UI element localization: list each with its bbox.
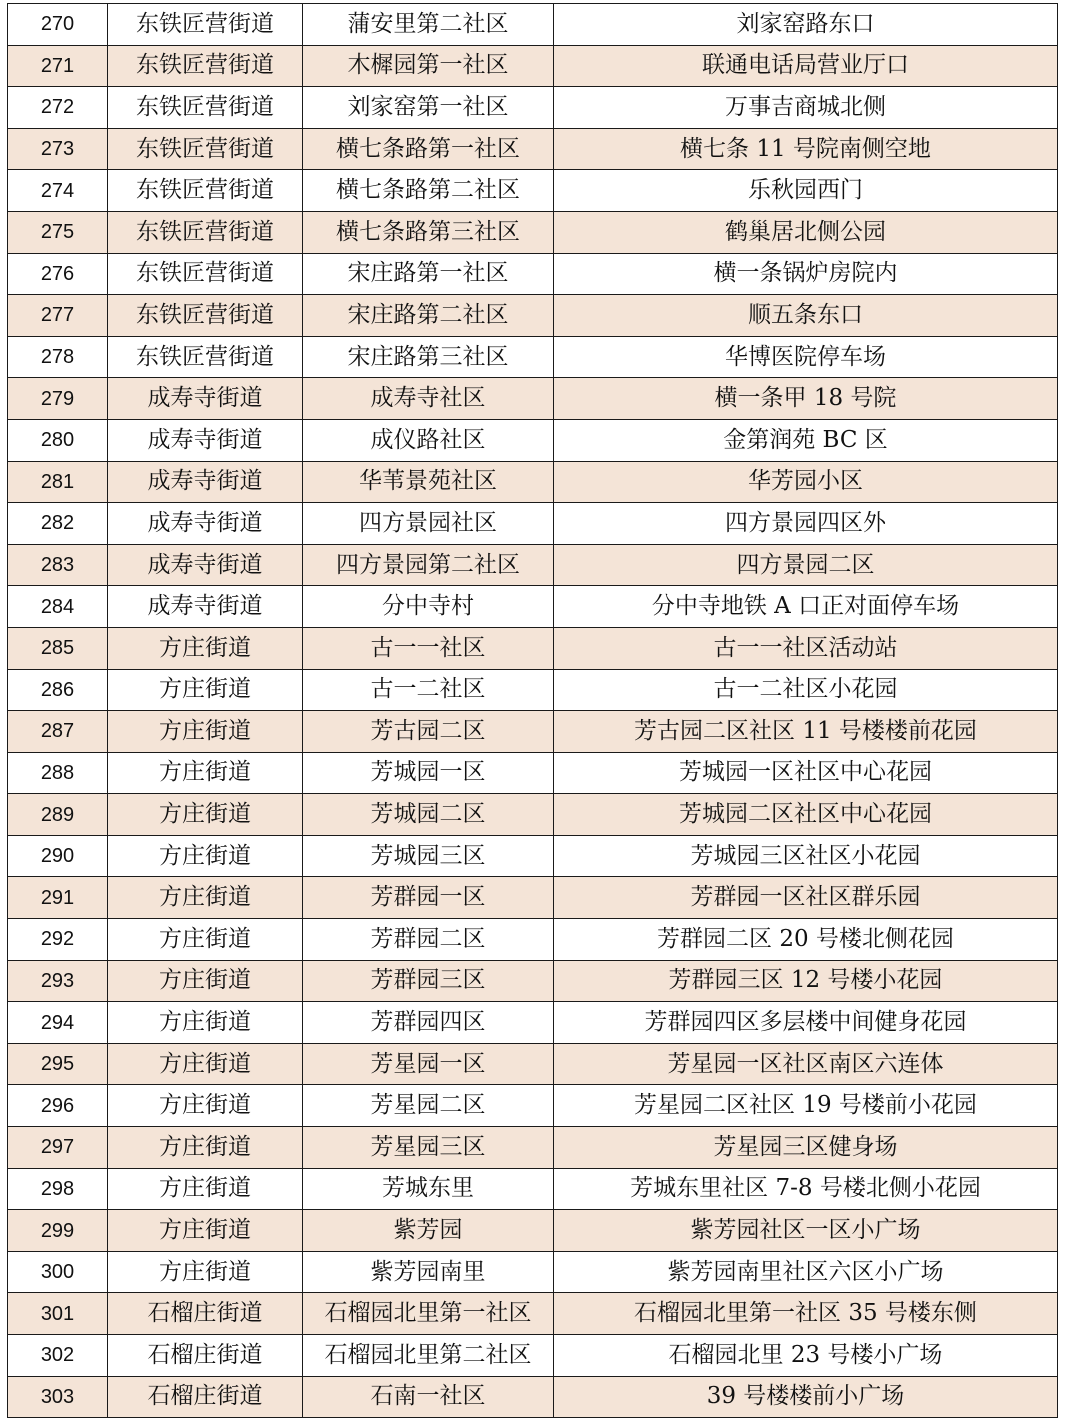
community-cell: 芳城园三区 xyxy=(303,835,554,877)
location-cell: 华博医院停车场 xyxy=(554,336,1058,378)
row-number-cell: 299 xyxy=(8,1210,108,1252)
table-row xyxy=(8,627,1058,669)
table-row xyxy=(8,960,1058,1002)
table-row xyxy=(8,295,1058,337)
street-cell: 方庄街道 xyxy=(108,711,303,753)
community-cell: 芳星园二区 xyxy=(303,1085,554,1127)
street-cell: 石榴庄街道 xyxy=(108,1335,303,1377)
community-cell: 紫芳园南里 xyxy=(303,1251,554,1293)
row-number-cell: 291 xyxy=(8,877,108,919)
row-number-cell: 297 xyxy=(8,1127,108,1169)
location-cell: 刘家窑路东口 xyxy=(554,4,1058,46)
community-cell: 宋庄路第一社区 xyxy=(303,253,554,295)
community-cell: 芳城东里 xyxy=(303,1168,554,1210)
location-cell: 横七条 11 号院南侧空地 xyxy=(554,128,1058,170)
location-cell: 芳星园二区社区 19 号楼前小花园 xyxy=(554,1085,1058,1127)
table-row xyxy=(8,1127,1058,1169)
community-cell: 木樨园第一社区 xyxy=(303,45,554,87)
community-cell: 刘家窑第一社区 xyxy=(303,87,554,129)
row-number-cell: 290 xyxy=(8,835,108,877)
location-cell: 芳城园一区社区中心花园 xyxy=(554,752,1058,794)
location-cell: 横一条锅炉房院内 xyxy=(554,253,1058,295)
row-number-cell: 275 xyxy=(8,211,108,253)
row-number-cell: 289 xyxy=(8,794,108,836)
street-cell: 成寿寺街道 xyxy=(108,461,303,503)
street-cell: 石榴庄街道 xyxy=(108,1293,303,1335)
street-cell: 成寿寺街道 xyxy=(108,419,303,461)
row-number-cell: 293 xyxy=(8,960,108,1002)
table-row xyxy=(8,1085,1058,1127)
row-number-cell: 303 xyxy=(8,1376,108,1418)
street-cell: 方庄街道 xyxy=(108,919,303,961)
street-cell: 方庄街道 xyxy=(108,1251,303,1293)
table-row xyxy=(8,1293,1058,1335)
location-cell: 顺五条东口 xyxy=(554,295,1058,337)
location-cell: 39 号楼楼前小广场 xyxy=(554,1376,1058,1418)
table-row xyxy=(8,711,1058,753)
table-row xyxy=(8,87,1058,129)
location-cell: 乐秋园西门 xyxy=(554,170,1058,212)
table-row xyxy=(8,336,1058,378)
row-number-cell: 272 xyxy=(8,87,108,129)
location-cell: 分中寺地铁 A 口正对面停车场 xyxy=(554,586,1058,628)
row-number-cell: 292 xyxy=(8,919,108,961)
street-cell: 方庄街道 xyxy=(108,877,303,919)
table-row xyxy=(8,45,1058,87)
location-cell: 华芳园小区 xyxy=(554,461,1058,503)
street-cell: 方庄街道 xyxy=(108,1085,303,1127)
table-row xyxy=(8,1168,1058,1210)
row-number-cell: 285 xyxy=(8,627,108,669)
community-cell: 宋庄路第三社区 xyxy=(303,336,554,378)
location-cell: 芳古园二区社区 11 号楼楼前花园 xyxy=(554,711,1058,753)
community-cell: 四方景园第二社区 xyxy=(303,544,554,586)
table-row xyxy=(8,1335,1058,1377)
community-cell: 四方景园社区 xyxy=(303,503,554,545)
street-cell: 方庄街道 xyxy=(108,960,303,1002)
table-row xyxy=(8,128,1058,170)
street-cell: 方庄街道 xyxy=(108,794,303,836)
street-cell: 成寿寺街道 xyxy=(108,378,303,420)
row-number-cell: 277 xyxy=(8,295,108,337)
table-row xyxy=(8,1251,1058,1293)
location-cell: 芳城园三区社区小花园 xyxy=(554,835,1058,877)
table-row xyxy=(8,419,1058,461)
table-row xyxy=(8,835,1058,877)
street-cell: 东铁匠营街道 xyxy=(108,128,303,170)
row-number-cell: 298 xyxy=(8,1168,108,1210)
table-row xyxy=(8,4,1058,46)
community-cell: 石榴园北里第二社区 xyxy=(303,1335,554,1377)
row-number-cell: 288 xyxy=(8,752,108,794)
row-number-cell: 279 xyxy=(8,378,108,420)
community-cell: 古一一社区 xyxy=(303,627,554,669)
street-cell: 东铁匠营街道 xyxy=(108,253,303,295)
location-cell: 四方景园二区 xyxy=(554,544,1058,586)
row-number-cell: 284 xyxy=(8,586,108,628)
row-number-cell: 274 xyxy=(8,170,108,212)
community-cell: 宋庄路第二社区 xyxy=(303,295,554,337)
street-cell: 方庄街道 xyxy=(108,1043,303,1085)
street-cell: 方庄街道 xyxy=(108,627,303,669)
table-row xyxy=(8,669,1058,711)
street-cell: 东铁匠营街道 xyxy=(108,87,303,129)
location-cell: 芳群园二区 20 号楼北侧花园 xyxy=(554,919,1058,961)
row-number-cell: 278 xyxy=(8,336,108,378)
location-cell: 芳星园三区健身场 xyxy=(554,1127,1058,1169)
row-number-cell: 280 xyxy=(8,419,108,461)
table-row xyxy=(8,1002,1058,1044)
community-cell: 紫芳园 xyxy=(303,1210,554,1252)
street-cell: 方庄街道 xyxy=(108,1002,303,1044)
community-cell: 芳群园四区 xyxy=(303,1002,554,1044)
community-cell: 芳城园二区 xyxy=(303,794,554,836)
row-number-cell: 294 xyxy=(8,1002,108,1044)
community-cell: 古一二社区 xyxy=(303,669,554,711)
location-cell: 芳群园三区 12 号楼小花园 xyxy=(554,960,1058,1002)
location-cell: 联通电话局营业厅口 xyxy=(554,45,1058,87)
location-table xyxy=(7,3,1058,1418)
location-cell: 金第润苑 BC 区 xyxy=(554,419,1058,461)
community-cell: 石南一社区 xyxy=(303,1376,554,1418)
location-cell: 石榴园北里 23 号楼小广场 xyxy=(554,1335,1058,1377)
community-cell: 华苇景苑社区 xyxy=(303,461,554,503)
street-cell: 方庄街道 xyxy=(108,1127,303,1169)
row-number-cell: 295 xyxy=(8,1043,108,1085)
table-row xyxy=(8,1210,1058,1252)
location-cell: 紫芳园南里社区六区小广场 xyxy=(554,1251,1058,1293)
location-cell: 石榴园北里第一社区 35 号楼东侧 xyxy=(554,1293,1058,1335)
community-cell: 横七条路第一社区 xyxy=(303,128,554,170)
row-number-cell: 271 xyxy=(8,45,108,87)
community-cell: 横七条路第二社区 xyxy=(303,170,554,212)
community-cell: 芳城园一区 xyxy=(303,752,554,794)
table-row xyxy=(8,461,1058,503)
table-row xyxy=(8,1376,1058,1418)
street-cell: 东铁匠营街道 xyxy=(108,170,303,212)
row-number-cell: 302 xyxy=(8,1335,108,1377)
location-cell: 万事吉商城北侧 xyxy=(554,87,1058,129)
street-cell: 方庄街道 xyxy=(108,1168,303,1210)
row-number-cell: 296 xyxy=(8,1085,108,1127)
row-number-cell: 283 xyxy=(8,544,108,586)
row-number-cell: 270 xyxy=(8,4,108,46)
location-cell: 四方景园四区外 xyxy=(554,503,1058,545)
street-cell: 方庄街道 xyxy=(108,835,303,877)
row-number-cell: 281 xyxy=(8,461,108,503)
street-cell: 方庄街道 xyxy=(108,1210,303,1252)
location-cell: 鹤巢居北侧公园 xyxy=(554,211,1058,253)
table-row xyxy=(8,586,1058,628)
location-cell: 芳星园一区社区南区六连体 xyxy=(554,1043,1058,1085)
community-cell: 横七条路第三社区 xyxy=(303,211,554,253)
community-cell: 芳群园一区 xyxy=(303,877,554,919)
table-row xyxy=(8,170,1058,212)
community-cell: 芳古园二区 xyxy=(303,711,554,753)
table-row xyxy=(8,378,1058,420)
table-row xyxy=(8,877,1058,919)
community-cell: 芳群园二区 xyxy=(303,919,554,961)
table-row xyxy=(8,503,1058,545)
street-cell: 方庄街道 xyxy=(108,669,303,711)
row-number-cell: 300 xyxy=(8,1251,108,1293)
community-cell: 芳星园三区 xyxy=(303,1127,554,1169)
table-row xyxy=(8,253,1058,295)
street-cell: 东铁匠营街道 xyxy=(108,4,303,46)
location-cell: 芳城东里社区 7-8 号楼北侧小花园 xyxy=(554,1168,1058,1210)
table-row xyxy=(8,1043,1058,1085)
table-row xyxy=(8,211,1058,253)
table-row xyxy=(8,794,1058,836)
location-cell: 古一一社区活动站 xyxy=(554,627,1058,669)
street-cell: 东铁匠营街道 xyxy=(108,211,303,253)
location-cell: 紫芳园社区一区小广场 xyxy=(554,1210,1058,1252)
street-cell: 成寿寺街道 xyxy=(108,586,303,628)
table-row xyxy=(8,919,1058,961)
street-cell: 方庄街道 xyxy=(108,752,303,794)
table-row xyxy=(8,544,1058,586)
community-cell: 芳群园三区 xyxy=(303,960,554,1002)
street-cell: 东铁匠营街道 xyxy=(108,45,303,87)
row-number-cell: 273 xyxy=(8,128,108,170)
row-number-cell: 276 xyxy=(8,253,108,295)
community-cell: 石榴园北里第一社区 xyxy=(303,1293,554,1335)
location-cell: 横一条甲 18 号院 xyxy=(554,378,1058,420)
community-cell: 分中寺村 xyxy=(303,586,554,628)
community-cell: 成仪路社区 xyxy=(303,419,554,461)
location-cell: 芳群园四区多层楼中间健身花园 xyxy=(554,1002,1058,1044)
street-cell: 石榴庄街道 xyxy=(108,1376,303,1418)
street-cell: 东铁匠营街道 xyxy=(108,336,303,378)
location-cell: 芳城园二区社区中心花园 xyxy=(554,794,1058,836)
community-cell: 芳星园一区 xyxy=(303,1043,554,1085)
street-cell: 东铁匠营街道 xyxy=(108,295,303,337)
row-number-cell: 286 xyxy=(8,669,108,711)
location-cell: 古一二社区小花园 xyxy=(554,669,1058,711)
street-cell: 成寿寺街道 xyxy=(108,503,303,545)
row-number-cell: 301 xyxy=(8,1293,108,1335)
table-body xyxy=(8,4,1058,1418)
community-cell: 蒲安里第二社区 xyxy=(303,4,554,46)
table-row xyxy=(8,752,1058,794)
location-cell: 芳群园一区社区群乐园 xyxy=(554,877,1058,919)
street-cell: 成寿寺街道 xyxy=(108,544,303,586)
row-number-cell: 282 xyxy=(8,503,108,545)
row-number-cell: 287 xyxy=(8,711,108,753)
community-cell: 成寿寺社区 xyxy=(303,378,554,420)
